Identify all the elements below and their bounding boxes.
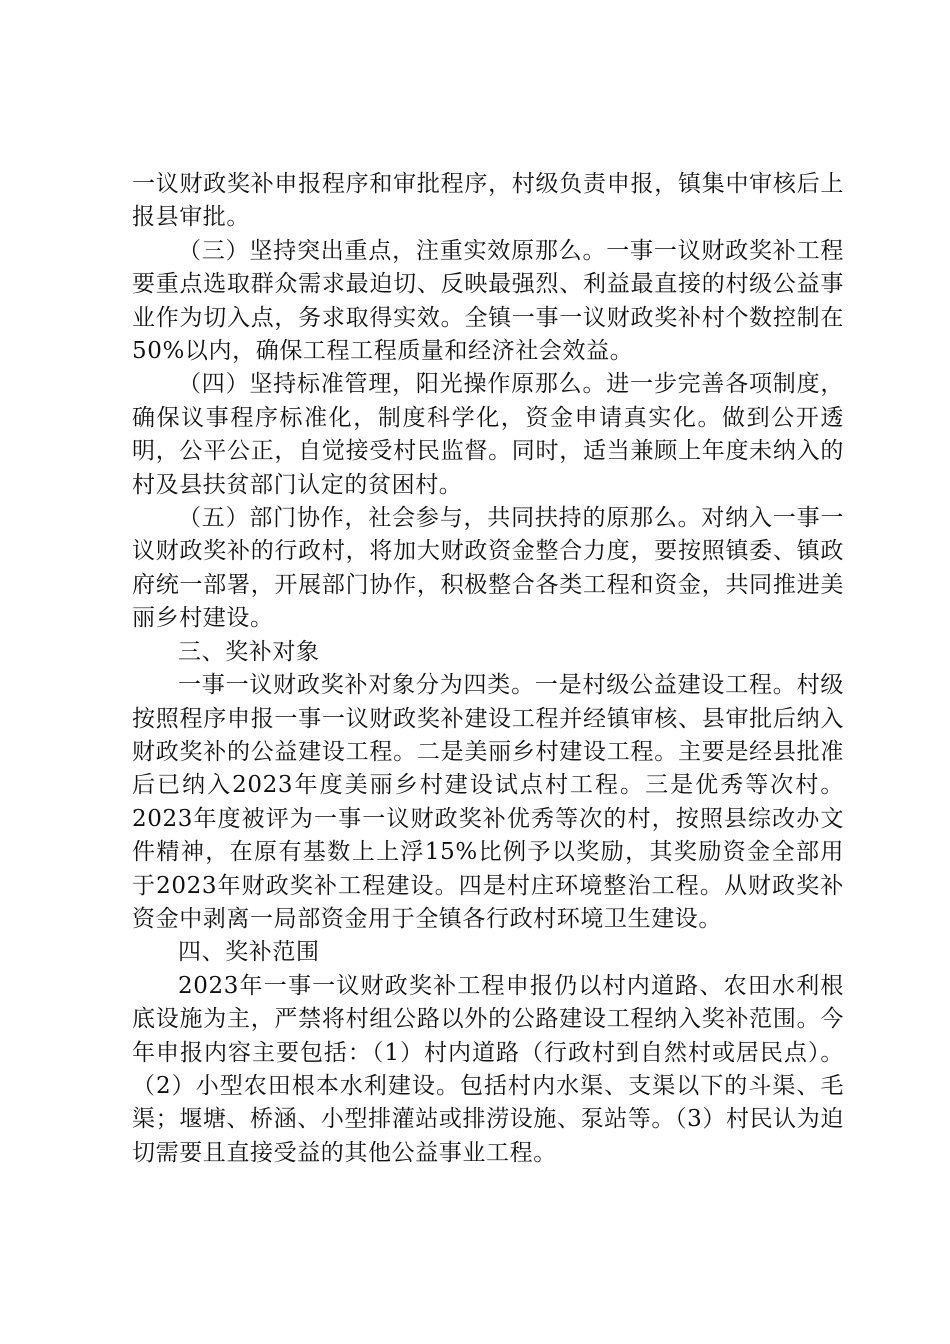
paragraph-principle-four: （四）坚持标准管理，阳光操作原那么。进一步完善各项制度，确保议事程序标准化，制度科学化，资金申请真实化。做到公开透明，公平公正，自觉接受村民监督。同时，适当兼顾上年度未纳入的村及县扶贫部门认定的贫困村。 xyxy=(132,371,844,498)
paragraph-principle-three: （三）坚持突出重点，注重实效原那么。一事一议财政奖补工程要重点选取群众需求最迫切、反映最强烈、利益最直接的村级公益事业作为切入点，务求取得实效。全镇一事一议财政奖补村个数控制在50%以内，确保工程工程质量和经济社会效益。 xyxy=(132,237,844,365)
paragraph-subsidy-scope: 2023年一事一议财政奖补工程申报仍以村内道路、农田水利根底设施为主，严禁将村组公路以外的公路建设工程纳入奖补范围。今年申报内容主要包括：（1）村内道路（行政村到自然村或居民点）。（2）小型农田根本水利建设。包括村内水渠、支渠以下的斗渠、毛渠；堰塘、桥涵、小型排灌站或排涝设施、泵站等。（3）村民认为迫切需要且直接受益的其他公益事业工程。 xyxy=(132,972,844,1166)
paragraph-approval-procedure: 一议财政奖补申报程序和审批程序，村级负责申报，镇集中审核后上报县审批。 xyxy=(132,171,844,231)
section-heading-subsidy-targets: 三、奖补对象 xyxy=(178,638,320,665)
paragraph-subsidy-targets: 一事一议财政奖补对象分为四类。一是村级公益建设工程。村级按照程序申报一事一议财政奖补建设工程并经镇审核、县审批后纳入财政奖补的公益建设工程。二是美丽乡村建设工程。主要是经县批准后已纳入2023年度美丽乡村建设试点村工程。三是优秀等次村。2023年度被评为一事一议财政奖补优秀等次的村，按照县综改办文件精神，在原有基数上上浮15%比例予以奖励，其奖励资金全部用于2023年财政奖补工程建设。四是村庄环境整治工程。从财政奖补资金中剥离一局部资金用于全镇各行政村环境卫生建设。 xyxy=(132,672,844,932)
document-body xyxy=(132,168,844,1170)
paragraph-principle-five: （五）部门协作，社会参与，共同扶持的原那么。对纳入一事一议财政奖补的行政村，将加大财政资金整合力度，要按照镇委、镇政府统一部署，开展部门协作，积极整合各类工程和资金，共同推进美丽乡村建设。 xyxy=(132,505,844,632)
section-heading-subsidy-scope: 四、奖补范围 xyxy=(178,939,320,966)
